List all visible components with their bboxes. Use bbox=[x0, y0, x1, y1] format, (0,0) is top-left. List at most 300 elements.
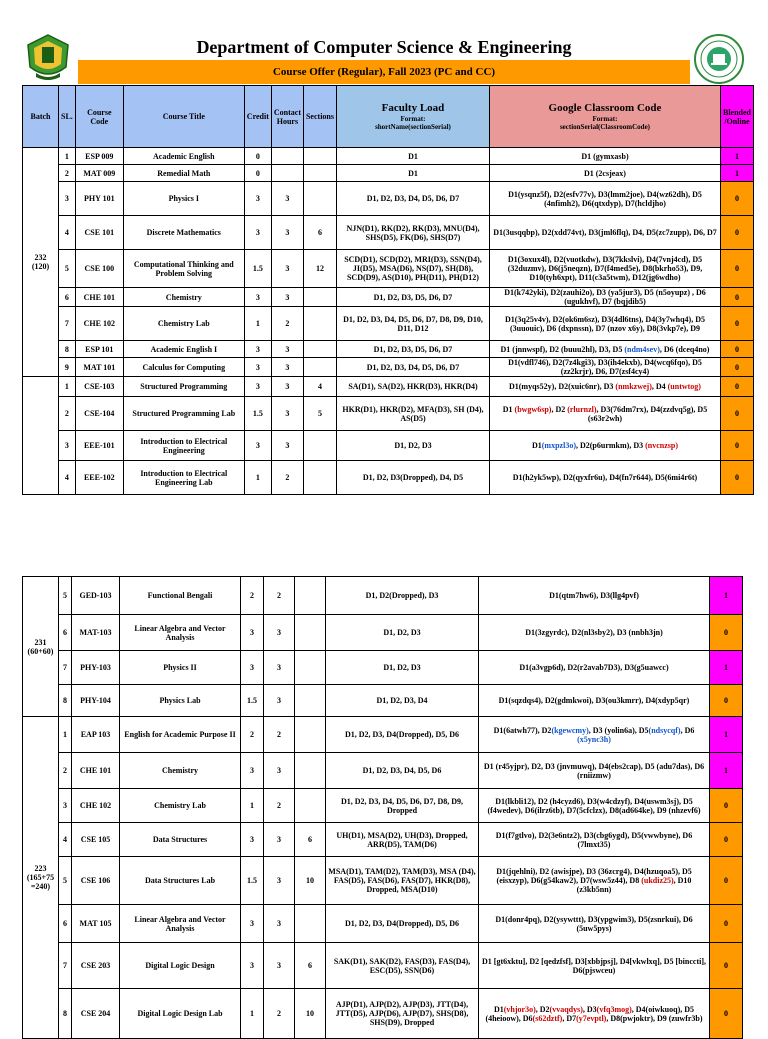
serial-cell: 3 bbox=[59, 182, 76, 216]
classroom-code-segment: D1(3q25v4v), D2(ok6m6sz), D3(4dl6tns), D4(3y7whq4), D5 (3uuouic), D6 (dxpnssn), D7 (nzov x6y), D8(3vkp7e), D9 bbox=[504, 314, 705, 333]
course-code-cell: CHE 102 bbox=[72, 789, 120, 823]
sections-cell bbox=[295, 789, 326, 823]
university-logo bbox=[22, 33, 74, 83]
col-sl: SL. bbox=[59, 86, 76, 148]
credit-cell: 1.5 bbox=[241, 857, 264, 905]
course-code-cell: CHE 101 bbox=[75, 288, 123, 307]
contact-hours-cell: 3 bbox=[264, 685, 295, 717]
serial-cell: 5 bbox=[59, 857, 72, 905]
course-title-cell: Chemistry bbox=[120, 753, 241, 789]
contact-hours-cell: 3 bbox=[264, 857, 295, 905]
col-blended-online: Blended /Online bbox=[720, 86, 753, 148]
classroom-code-segment: (nmkzwej) bbox=[615, 382, 652, 391]
serial-cell: 4 bbox=[59, 216, 76, 250]
classroom-code-segment: (vfq3mog) bbox=[596, 1004, 632, 1014]
serial-cell: 4 bbox=[59, 461, 76, 495]
classroom-code-segment: (y7evptl) bbox=[576, 1013, 607, 1023]
credit-cell: 1.5 bbox=[244, 250, 271, 288]
classroom-code-segment: D1 (jnnwspf), D2 (buuu2hl), D3, D5 bbox=[500, 344, 625, 354]
blended-online-cell: 0 bbox=[710, 905, 743, 943]
blended-online-cell: 1 bbox=[710, 577, 743, 615]
serial-cell: 6 bbox=[59, 288, 76, 307]
classroom-code-cell bbox=[479, 905, 710, 943]
credit-cell: 1 bbox=[241, 989, 264, 1039]
credit-cell: 3 bbox=[241, 905, 264, 943]
classroom-code-segment: D1(donr4pq), D2(ysywttt), D3(ypgwim3), D5(zsnrkui), D6 (5uw5pys) bbox=[495, 914, 693, 933]
contact-hours-cell: 3 bbox=[271, 341, 303, 358]
course-title-cell: Digital Logic Design Lab bbox=[120, 989, 241, 1039]
classroom-code-segment: D1(k742yki), D2(zauhi2o), D3 (ya5jur3), D5 (n5oyupz) , D6 (ugukhvf), D7 (bqjdib5) bbox=[504, 288, 706, 306]
credit-cell: 1.5 bbox=[244, 397, 271, 431]
classroom-code-segment: (ukdiz25) bbox=[641, 876, 674, 885]
course-title-cell: Data Structures bbox=[120, 823, 241, 857]
table-row bbox=[23, 823, 743, 857]
faculty-load-cell: SA(D1), SA(D2), HKR(D3), HKR(D4) bbox=[336, 377, 489, 397]
classroom-code-segment: D1 bbox=[531, 441, 542, 450]
classroom-code-cell bbox=[489, 250, 720, 288]
credit-cell: 3 bbox=[244, 431, 271, 461]
course-title-cell: Chemistry Lab bbox=[123, 307, 244, 341]
faculty-load-cell: D1, D2, D3, D5, D6, D7 bbox=[336, 288, 489, 307]
course-code-cell: MAT 101 bbox=[75, 358, 123, 377]
credit-cell: 1.5 bbox=[241, 685, 264, 717]
classroom-code-segment: D1 (r45yjpr), D2, D3 (jnvmuwq), D4(ebs2cap), D5 (adu7das), D6 (rniizmw) bbox=[483, 761, 705, 780]
classroom-code-cell bbox=[479, 577, 710, 615]
contact-hours-cell: 3 bbox=[271, 288, 303, 307]
blended-online-cell: 0 bbox=[710, 989, 743, 1039]
table-row bbox=[23, 397, 754, 431]
serial-cell: 6 bbox=[59, 615, 72, 651]
classroom-code-segment: D1(myqs52y), D2(xuic6nr), D3 bbox=[508, 382, 616, 391]
table-row bbox=[23, 685, 743, 717]
table-row bbox=[23, 461, 754, 495]
course-code-cell: CHE 102 bbox=[75, 307, 123, 341]
table-row bbox=[23, 789, 743, 823]
contact-hours-cell: 3 bbox=[271, 397, 303, 431]
contact-hours-cell: 2 bbox=[264, 989, 295, 1039]
classroom-code-segment: (ndm4sev) bbox=[624, 344, 660, 354]
contact-hours-cell: 2 bbox=[264, 577, 295, 615]
table-2-body bbox=[23, 577, 743, 1039]
course-title-cell: Calculus for Computing bbox=[123, 358, 244, 377]
course-code-cell: PHY-104 bbox=[72, 685, 120, 717]
faculty-load-cell: D1, D2, D3, D4, D5, D6, D7, D8, D9, D10, D11, D12 bbox=[336, 307, 489, 341]
faculty-load-cell: SAK(D1), SAK(D2), FAS(D3), FAS(D4), ESC(D5), SSN(D6) bbox=[326, 943, 479, 989]
blended-online-cell: 1 bbox=[710, 651, 743, 685]
course-title-cell: Introduction to Electrical Engineering bbox=[123, 431, 244, 461]
serial-cell: 5 bbox=[59, 250, 76, 288]
course-title-cell: Academic English I bbox=[123, 341, 244, 358]
classroom-code-cell bbox=[489, 288, 720, 307]
table-row bbox=[23, 377, 754, 397]
table-row bbox=[23, 651, 743, 685]
classroom-code-segment: D1(ysqnz5f), D2(esfv77v), D3(lmm2joe), D4(wz62dh), D5 (4nfimh2), D6(qtxdyp), D7(hcldjho) bbox=[508, 189, 702, 208]
classroom-code-segment: , D4 bbox=[651, 382, 668, 391]
serial-cell: 7 bbox=[59, 651, 72, 685]
classroom-code-segment: D1(6atwh77), D2 bbox=[493, 725, 552, 735]
course-code-cell: MAT 105 bbox=[72, 905, 120, 943]
col-sections: Sections bbox=[303, 86, 336, 148]
contact-hours-cell bbox=[271, 165, 303, 182]
classroom-code-segment: D1(h2yk5wp), D2(qyxfr6u), D4(fn7r644), D5(6mi4r6t) bbox=[512, 473, 698, 482]
course-code-cell: CSE 106 bbox=[72, 857, 120, 905]
sections-cell bbox=[303, 165, 336, 182]
course-code-cell: MAT-103 bbox=[72, 615, 120, 651]
col-course-code: Course Code bbox=[75, 86, 123, 148]
course-code-cell: CSE 204 bbox=[72, 989, 120, 1039]
table-row bbox=[23, 615, 743, 651]
sections-cell bbox=[295, 753, 326, 789]
classroom-code-segment: D1 bbox=[493, 1004, 504, 1014]
course-code-cell: ESP 009 bbox=[75, 148, 123, 165]
sections-cell bbox=[303, 358, 336, 377]
faculty-load-cell: D1, D2, D3, D4 bbox=[326, 685, 479, 717]
classroom-code-segment: (ndsycqf) bbox=[648, 725, 681, 735]
credit-cell: 3 bbox=[244, 358, 271, 377]
course-code-cell: EAP 103 bbox=[72, 717, 120, 753]
serial-cell: 4 bbox=[59, 823, 72, 857]
faculty-load-cell: D1, D2, D3(Dropped), D4, D5 bbox=[336, 461, 489, 495]
classroom-code-cell bbox=[479, 717, 710, 753]
table-row bbox=[23, 182, 754, 216]
blended-online-cell: 0 bbox=[710, 857, 743, 905]
blended-online-cell: 0 bbox=[720, 250, 753, 288]
course-title-cell: Data Structures Lab bbox=[120, 857, 241, 905]
classroom-code-segment: D1(3zgyrdc), D2(nl3sby2), D3 (nnbh3jn) bbox=[525, 628, 663, 637]
credit-cell: 2 bbox=[241, 577, 264, 615]
faculty-load-cell: UH(D1), MSA(D2), UH(D3), Dropped, ARR(D5), TAM(D6) bbox=[326, 823, 479, 857]
sections-cell bbox=[295, 651, 326, 685]
course-code-cell: EEE-101 bbox=[75, 431, 123, 461]
credit-cell: 0 bbox=[244, 148, 271, 165]
faculty-load-cell: D1, D2, D3 bbox=[326, 651, 479, 685]
course-title-cell: Physics I bbox=[123, 182, 244, 216]
faculty-load-cell: AJP(D1), AJP(D2), AJP(D3), JTT(D4), JTT(D5), AJP(D6), AJP(D7), SHS(D8), SHS(D9), Dropped bbox=[326, 989, 479, 1039]
sections-cell bbox=[303, 288, 336, 307]
contact-hours-cell: 3 bbox=[271, 250, 303, 288]
department-seal bbox=[693, 33, 745, 85]
serial-cell: 1 bbox=[59, 148, 76, 165]
classroom-code-segment: , D6 (dceq4no) bbox=[659, 344, 710, 354]
batch-cell: 232 (120) bbox=[23, 148, 59, 377]
contact-hours-cell: 3 bbox=[271, 216, 303, 250]
sections-cell bbox=[303, 341, 336, 358]
course-title-cell: Structured Programming Lab bbox=[123, 397, 244, 431]
course-code-cell: MAT 009 bbox=[75, 165, 123, 182]
sections-cell bbox=[303, 148, 336, 165]
course-code-cell: PHY 101 bbox=[75, 182, 123, 216]
contact-hours-cell: 3 bbox=[264, 753, 295, 789]
batch-cell bbox=[23, 377, 59, 495]
classroom-code-cell bbox=[489, 182, 720, 216]
blended-online-cell: 0 bbox=[720, 341, 753, 358]
course-code-cell: EEE-102 bbox=[75, 461, 123, 495]
faculty-load-cell: D1, D2, D3 bbox=[336, 431, 489, 461]
faculty-load-cell: D1, D2(Dropped), D3 bbox=[326, 577, 479, 615]
course-code-cell: CSE-103 bbox=[75, 377, 123, 397]
col-batch: Batch bbox=[23, 86, 59, 148]
credit-cell: 3 bbox=[244, 288, 271, 307]
table-row bbox=[23, 250, 754, 288]
credit-cell: 2 bbox=[241, 717, 264, 753]
classroom-code-segment: , D8(pwjoktr), D9 (zuwfr3b) bbox=[606, 1013, 703, 1023]
contact-hours-cell: 3 bbox=[264, 615, 295, 651]
classroom-code-cell bbox=[479, 857, 710, 905]
classroom-code-segment: (s62dztf) bbox=[532, 1013, 563, 1023]
col-faculty-load bbox=[336, 86, 489, 148]
blended-online-cell: 1 bbox=[720, 148, 753, 165]
classroom-code-segment: , D10 (z3kb5nn) bbox=[576, 876, 692, 894]
table-row bbox=[23, 857, 743, 905]
sections-cell bbox=[303, 431, 336, 461]
serial-cell: 5 bbox=[59, 577, 72, 615]
classroom-code-segment: , D6 bbox=[680, 725, 695, 735]
classroom-code-cell bbox=[479, 651, 710, 685]
credit-cell: 3 bbox=[244, 216, 271, 250]
blended-online-cell: 0 bbox=[720, 377, 753, 397]
sections-cell bbox=[295, 717, 326, 753]
classroom-code-segment: D1(3oxux4l), D2(vuotkdw), D3(7kkslvi), D4(7vnj4cd), D5 (32duzmv), D6(j5neqzn), D7(f4med5e), D8(bkrho53), D9, D10(tyh6xpt), D11(c3a5twm), D12(jg6wdho) bbox=[507, 255, 703, 282]
faculty-load-cell: D1, D2, D3 bbox=[326, 615, 479, 651]
classroom-code-cell bbox=[489, 461, 720, 495]
contact-hours-cell: 2 bbox=[264, 789, 295, 823]
faculty-format-label: Format: bbox=[400, 115, 426, 123]
serial-cell: 9 bbox=[59, 358, 76, 377]
faculty-load-cell: D1, D2, D3, D4, D5, D6 bbox=[326, 753, 479, 789]
classroom-code-segment: D1 [gt6xktu], D2 [qedzfsf], D3[xbbjpsj], D4[vkwlxq], D5 [binccti], D6(pjswceu) bbox=[482, 956, 706, 975]
gcc-format-label: Format: bbox=[592, 115, 618, 123]
faculty-load-cell: D1, D2, D3, D4, D5, D6, D7 bbox=[336, 182, 489, 216]
course-code-cell: PHY-103 bbox=[72, 651, 120, 685]
blended-online-cell: 0 bbox=[710, 943, 743, 989]
serial-cell: 3 bbox=[59, 431, 76, 461]
classroom-code-cell bbox=[489, 307, 720, 341]
course-title-cell: Digital Logic Design bbox=[120, 943, 241, 989]
col-course-title: Course Title bbox=[123, 86, 244, 148]
faculty-load-cell: D1, D2, D3, D4, D5, D6, D7 bbox=[336, 358, 489, 377]
course-code-cell: CHE 101 bbox=[72, 753, 120, 789]
contact-hours-cell: 3 bbox=[264, 905, 295, 943]
course-title-cell: Computational Thinking and Problem Solving bbox=[123, 250, 244, 288]
course-title-cell: Linear Algebra and Vector Analysis bbox=[120, 905, 241, 943]
classroom-code-segment: D1 (2csjeax) bbox=[583, 168, 626, 178]
table-1-body bbox=[23, 148, 754, 495]
table-row bbox=[23, 307, 754, 341]
credit-cell: 3 bbox=[241, 753, 264, 789]
contact-hours-cell: 3 bbox=[271, 358, 303, 377]
faculty-load-cell: D1, D2, D3, D5, D6, D7 bbox=[336, 341, 489, 358]
sections-cell bbox=[303, 307, 336, 341]
course-title-cell: Discrete Mathematics bbox=[123, 216, 244, 250]
sections-cell: 6 bbox=[303, 216, 336, 250]
table-row bbox=[23, 577, 743, 615]
sections-cell: 10 bbox=[295, 989, 326, 1039]
table-row bbox=[23, 905, 743, 943]
credit-cell: 3 bbox=[241, 823, 264, 857]
faculty-load-cell: D1 bbox=[336, 148, 489, 165]
course-title-cell: Introduction to Electrical Engineering Lab bbox=[123, 461, 244, 495]
course-title-cell: Functional Bengali bbox=[120, 577, 241, 615]
course-offer-subtitle: Course Offer (Regular), Fall 2023 (PC and CC) bbox=[78, 60, 690, 84]
course-offer-table-1 bbox=[22, 85, 754, 495]
course-code-cell: CSE 203 bbox=[72, 943, 120, 989]
classroom-code-segment: (mxpzl3o) bbox=[541, 441, 576, 450]
sections-cell bbox=[295, 615, 326, 651]
serial-cell: 3 bbox=[59, 789, 72, 823]
classroom-code-cell bbox=[489, 216, 720, 250]
col-google-classroom-code bbox=[489, 86, 720, 148]
classroom-code-segment: (x5ync3h) bbox=[577, 734, 611, 744]
credit-cell: 1 bbox=[241, 789, 264, 823]
classroom-code-cell bbox=[489, 341, 720, 358]
course-title-cell: Physics II bbox=[120, 651, 241, 685]
classroom-code-segment: , D3 (yolin6a), D5 bbox=[588, 725, 649, 735]
sections-cell bbox=[295, 685, 326, 717]
classroom-code-cell bbox=[479, 753, 710, 789]
table-row bbox=[23, 717, 743, 753]
blended-online-cell: 0 bbox=[720, 182, 753, 216]
department-title: Department of Computer Science & Engineering bbox=[196, 37, 572, 57]
faculty-load-cell: D1, D2, D3, D4(Dropped), D5, D6 bbox=[326, 717, 479, 753]
classroom-code-segment: D1(lkbli12), D2 (h4cyzd6), D3(w4cdzyf), D4(uswm3sj), D5 (f4wedev), D6(ilrz6tb), D7(5cfclzx), D8(ad664ke), D9 (nhzevf6) bbox=[487, 796, 701, 815]
faculty-load-cell: MSA(D1), TAM(D2), TAM(D3), MSA (D4), FAS(D5), FAS(D6), FAS(D7), HKR(D8), Dropped, MSA(D10) bbox=[326, 857, 479, 905]
credit-cell: 3 bbox=[244, 182, 271, 216]
classroom-code-segment: , D3 bbox=[582, 1004, 597, 1014]
sections-cell bbox=[295, 905, 326, 943]
sections-cell bbox=[295, 577, 326, 615]
course-code-cell: CSE 101 bbox=[75, 216, 123, 250]
classroom-code-cell bbox=[479, 989, 710, 1039]
serial-cell: 6 bbox=[59, 905, 72, 943]
table-row bbox=[23, 753, 743, 789]
blended-online-cell: 0 bbox=[720, 288, 753, 307]
contact-hours-cell: 2 bbox=[271, 307, 303, 341]
faculty-load-label: Faculty Load bbox=[381, 102, 445, 114]
blended-online-cell: 1 bbox=[720, 165, 753, 182]
table-row bbox=[23, 943, 743, 989]
course-title-cell: Structured Programming bbox=[123, 377, 244, 397]
table-row bbox=[23, 358, 754, 377]
serial-cell: 1 bbox=[59, 717, 72, 753]
classroom-code-segment: D1(vdfl746), D2(7z4kgi3), D3(ih4ekxb), D4(wcq6fqo), D5 (zz2krjr), D6, D7(zsf4cy4) bbox=[508, 358, 702, 376]
classroom-code-segment: (rlurnzl) bbox=[567, 404, 597, 414]
classroom-code-segment: (nvcnzsp) bbox=[645, 441, 678, 450]
classroom-code-segment: , D2(p6urmkm), D3 bbox=[575, 441, 646, 450]
classroom-code-segment: D1(f7gtlvo), D2(3e6ntz2), D3(cbg6ygd), D5(vwwbyne), D6 (7lmxt35) bbox=[495, 830, 693, 849]
classroom-code-cell bbox=[489, 165, 720, 182]
course-title-cell: Chemistry Lab bbox=[120, 789, 241, 823]
classroom-code-cell bbox=[489, 397, 720, 431]
course-title-cell: Remedial Math bbox=[123, 165, 244, 182]
blended-online-cell: 0 bbox=[720, 397, 753, 431]
sections-cell: 12 bbox=[303, 250, 336, 288]
sections-cell bbox=[303, 461, 336, 495]
classroom-code-segment: (vhjor3o) bbox=[503, 1004, 536, 1014]
course-title-cell: Academic English bbox=[123, 148, 244, 165]
course-code-cell: CSE-104 bbox=[75, 397, 123, 431]
blended-online-cell: 0 bbox=[710, 615, 743, 651]
contact-hours-cell: 3 bbox=[264, 651, 295, 685]
classroom-code-segment: D1(sqzdqs4), D2(gdmkwoi), D3(ou3kmrr), D4(xdyp5qr) bbox=[498, 696, 690, 705]
sections-cell bbox=[303, 182, 336, 216]
sections-cell: 6 bbox=[295, 943, 326, 989]
classroom-code-segment: D1(3usqqbp), D2(xdd74vt), D3(jml6flq), D4, D5(zc7zupp), D6, D7 bbox=[493, 228, 717, 237]
credit-cell: 3 bbox=[241, 651, 264, 685]
course-code-cell: ESP 101 bbox=[75, 341, 123, 358]
credit-cell: 3 bbox=[244, 377, 271, 397]
classroom-code-segment: D1 bbox=[502, 404, 515, 414]
batch-cell: 231 (60+60) bbox=[23, 577, 59, 717]
classroom-code-segment: , D3(76dm7rx), D4(zzdvq5g), D5 (s63r2wh) bbox=[587, 404, 708, 423]
serial-cell: 8 bbox=[59, 989, 72, 1039]
table-row bbox=[23, 165, 754, 182]
classroom-code-segment: D1(jqehlni), D2 (awisjpe), D3 (36zcrg4), D4(hzuqoa5), D5 (eisxzyp), D6(g54kaw2), D7(wsw5z44), D8 bbox=[496, 867, 692, 885]
contact-hours-cell: 2 bbox=[271, 461, 303, 495]
blended-online-cell: 0 bbox=[720, 307, 753, 341]
credit-cell: 1 bbox=[244, 461, 271, 495]
classroom-code-segment: , D2 bbox=[535, 1004, 550, 1014]
classroom-code-cell bbox=[479, 615, 710, 651]
sections-cell: 5 bbox=[303, 397, 336, 431]
contact-hours-cell: 3 bbox=[271, 431, 303, 461]
table-row bbox=[23, 148, 754, 165]
table-row bbox=[23, 216, 754, 250]
classroom-code-cell bbox=[479, 823, 710, 857]
credit-cell: 0 bbox=[244, 165, 271, 182]
classroom-code-segment: , D2 bbox=[551, 404, 568, 414]
blended-online-cell: 0 bbox=[720, 461, 753, 495]
classroom-code-segment: (kgewcmy) bbox=[551, 725, 589, 735]
contact-hours-cell: 3 bbox=[264, 943, 295, 989]
gcc-label: Google Classroom Code bbox=[548, 102, 662, 114]
serial-cell: 7 bbox=[59, 307, 76, 341]
col-credit: Credit bbox=[244, 86, 271, 148]
classroom-code-cell bbox=[489, 358, 720, 377]
table-row bbox=[23, 341, 754, 358]
classroom-code-cell bbox=[479, 943, 710, 989]
course-code-cell: CSE 100 bbox=[75, 250, 123, 288]
serial-cell: 8 bbox=[59, 341, 76, 358]
faculty-load-cell: D1, D2, D3, D4(Dropped), D5, D6 bbox=[326, 905, 479, 943]
classroom-code-segment: (vvaqdys) bbox=[549, 1004, 583, 1014]
faculty-load-cell: D1, D2, D3, D4, D5, D6, D7, D8, D9, Dropped bbox=[326, 789, 479, 823]
serial-cell: 2 bbox=[59, 397, 76, 431]
blended-online-cell: 0 bbox=[720, 358, 753, 377]
blended-online-cell: 0 bbox=[710, 823, 743, 857]
classroom-code-cell bbox=[489, 431, 720, 461]
classroom-code-cell bbox=[479, 685, 710, 717]
blended-online-cell: 0 bbox=[710, 685, 743, 717]
blended-online-cell: 0 bbox=[720, 431, 753, 461]
table-row bbox=[23, 431, 754, 461]
contact-hours-cell: 3 bbox=[271, 182, 303, 216]
contact-hours-cell: 2 bbox=[264, 717, 295, 753]
table-row bbox=[23, 288, 754, 307]
contact-hours-cell: 3 bbox=[264, 823, 295, 857]
classroom-code-segment: D1(a3vgp6d), D2(r2avab7D3), D3(g5uawcc) bbox=[519, 663, 669, 672]
table-row bbox=[23, 989, 743, 1039]
faculty-load-cell: SCD(D1), SCD(D2), MRI(D3), SSN(D4), JI(D5), MSA(D6), NS(D7), SH(D8), SCD(D9), AS(D10), PH(D11), PH(D12) bbox=[336, 250, 489, 288]
col-contact-hours: Contact Hours bbox=[271, 86, 303, 148]
credit-cell: 3 bbox=[244, 341, 271, 358]
contact-hours-cell: 3 bbox=[271, 377, 303, 397]
classroom-code-segment: (bwgw6sp) bbox=[514, 404, 552, 414]
credit-cell: 1 bbox=[244, 307, 271, 341]
course-title-cell: Physics Lab bbox=[120, 685, 241, 717]
contact-hours-cell bbox=[271, 148, 303, 165]
serial-cell: 1 bbox=[59, 377, 76, 397]
serial-cell: 2 bbox=[59, 753, 72, 789]
